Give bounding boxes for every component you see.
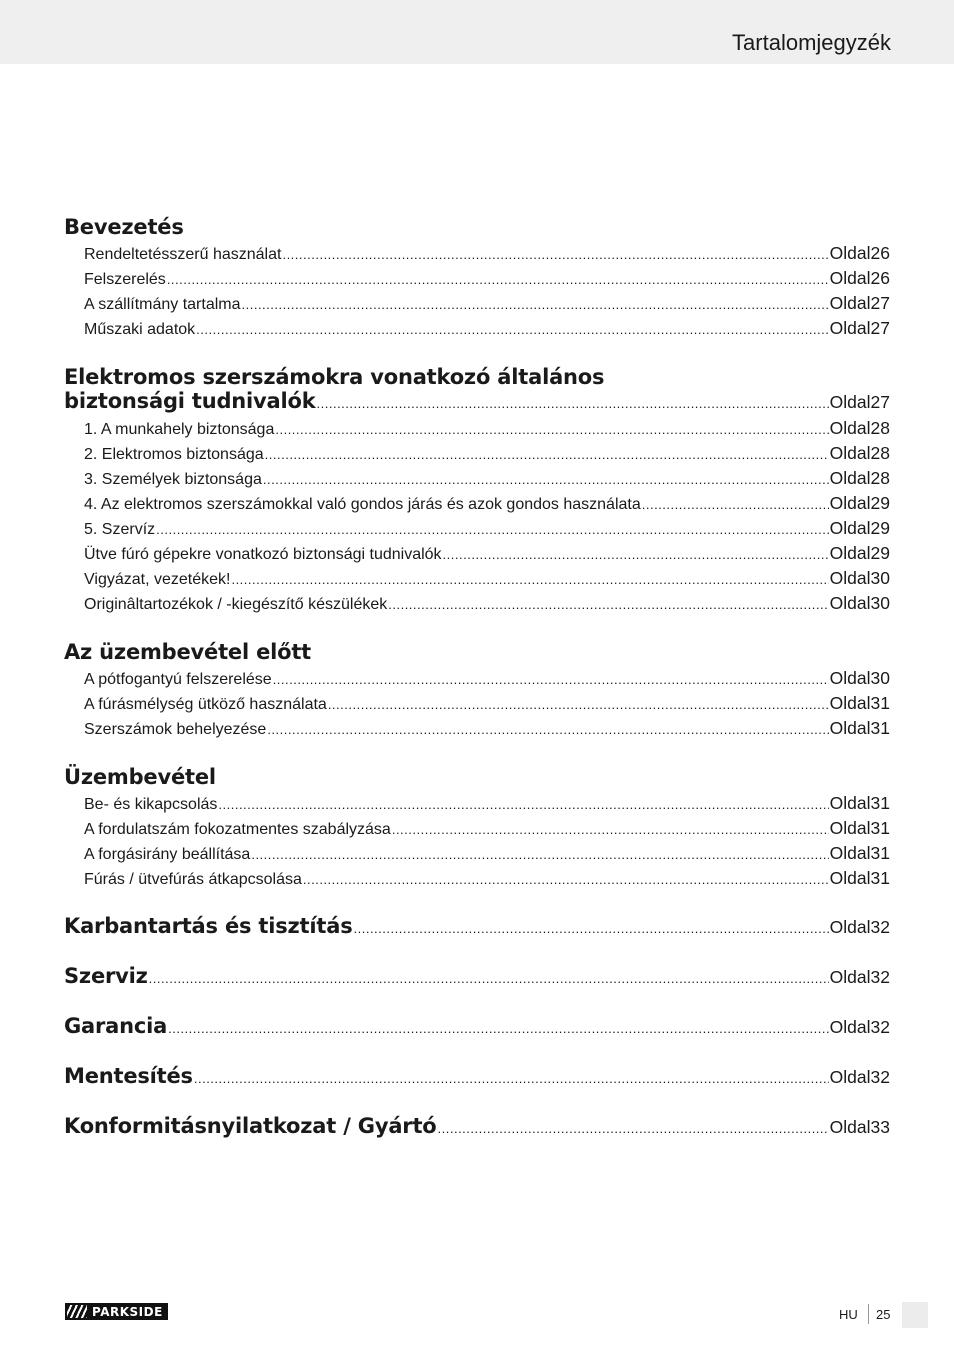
page-number: 31 [870,693,890,713]
toc-entry[interactable] [84,818,890,840]
page-prefix: Oldal [829,668,871,688]
toc-entry-title: Karbantartás és tisztítás [64,914,353,938]
section-heading: Bevezetés [64,215,184,239]
logo-stripes-icon [65,1303,87,1320]
toc-entry-title: Originâltartozékok / -kiegészítő készülékek [84,596,388,613]
page-prefix: Oldal [829,718,871,738]
page-prefix: Oldal [829,493,871,513]
leader-dots [443,547,829,562]
page-number: 30 [870,668,890,688]
toc-entry[interactable] [84,843,890,865]
leader-dots [354,921,829,936]
page-prefix: Oldal [829,568,871,588]
footer-tab [902,1302,928,1328]
language-code: HU [839,1307,858,1322]
toc-entry-title: biztonsági tudnivalók [64,389,316,413]
page-number: 31 [870,818,890,838]
page-number: 29 [870,543,890,563]
leader-dots [317,396,829,411]
leader-dots [328,697,829,712]
toc-major-entry[interactable] [64,914,890,936]
toc-entry-title: 4. Az elektromos szerszámokkal való gondos járás és azok gondos használata [84,496,641,513]
leader-dots [218,797,828,812]
page-prefix: Oldal [829,793,871,813]
page-number: 26 [870,268,890,288]
toc-entry-title: Garancia [64,1014,168,1038]
leader-dots [167,272,829,287]
toc-entry[interactable] [84,718,890,740]
page-prefix: Oldal [829,268,871,288]
toc-entry-title: Szerviz [64,964,148,988]
toc-entry-title: Mentesítés [64,1064,193,1088]
page-prefix: Oldal [829,543,871,563]
toc-major-entry[interactable] [64,1114,890,1136]
toc-entry-title: Be- és kikapcsolás [84,796,218,813]
page-number: 31 [870,793,890,813]
toc-entry[interactable] [84,693,890,715]
section-heading: Elektromos szerszámokra vonatkozó általános [64,365,605,389]
page-prefix: Oldal [829,443,871,463]
page-number: 30 [870,593,890,613]
parkside-logo [65,1303,168,1320]
page-number: 27 [870,318,890,338]
page-prefix: Oldal [829,318,871,338]
page-number: 28 [870,418,890,438]
leader-dots [282,247,828,262]
toc-entry-title: Vigyázat, vezetékek! [84,571,231,588]
leader-dots [156,522,829,537]
leader-dots [303,872,829,887]
leader-dots [196,322,829,337]
toc-entry[interactable] [84,518,890,540]
toc-entry-title: 1. A munkahely biztonsága [84,421,275,438]
toc-entry[interactable] [84,868,890,890]
toc-entry-title: Konformitásnyilatkozat / Gyártó [64,1114,437,1138]
section-heading: Az üzembevétel előtt [64,640,312,664]
toc-major-entry[interactable] [64,964,890,986]
toc-entry-title: Fúrás / ütvefúrás átkapcsolása [84,871,302,888]
page-number: 32 [870,967,890,987]
leader-dots [251,847,828,862]
leader-dots [242,297,829,312]
page-number: 28 [870,468,890,488]
toc-entry[interactable] [84,318,890,340]
page-prefix: Oldal [829,293,871,313]
toc-entry-title: A forgásirány beállítása [84,846,251,863]
leader-dots [168,1021,829,1036]
toc-entry-title: Szerszámok behelyezése [84,721,267,738]
page-number: 31 [870,718,890,738]
page-prefix: Oldal [829,243,871,263]
page-prefix: Oldal [829,392,871,412]
page-prefix: Oldal [829,1067,871,1087]
toc-entry-title: 3. Személyek biztonsága [84,471,262,488]
page-number: 27 [870,293,890,313]
toc-entry-title: Felszerelés [84,271,166,288]
page-number: 29 [870,493,890,513]
toc-entry-title: Rendeltetésszerű használat [84,246,282,263]
page-number: 33 [870,1117,890,1137]
toc-entry-title: A pótfogantyú felszerelése [84,671,272,688]
leader-dots [265,447,829,462]
page-prefix: Oldal [829,917,871,937]
leader-dots [267,722,828,737]
toc-entry[interactable] [84,243,890,265]
toc-entry-title: 2. Elektromos biztonsága [84,446,264,463]
footer-divider [868,1304,869,1324]
section-heading: Üzembevétel [64,765,216,789]
page-prefix: Oldal [829,967,871,987]
page-prefix: Oldal [829,1017,871,1037]
page-prefix: Oldal [829,518,871,538]
leader-dots [231,572,828,587]
page-number: 30 [870,568,890,588]
page-number: 27 [870,392,890,412]
toc-entry[interactable] [84,293,890,315]
page-prefix: Oldal [829,1117,871,1137]
page-number: 32 [870,917,890,937]
leader-dots [388,597,828,612]
toc-major-entry[interactable] [64,1014,890,1036]
leader-dots [194,1071,829,1086]
leader-dots [438,1121,829,1136]
page-title: Tartalomjegyzék [732,30,891,55]
page-number: 29 [870,518,890,538]
toc-major-entry[interactable] [64,1064,890,1086]
toc-entry[interactable] [64,389,890,411]
leader-dots [392,822,829,837]
toc-entry-title: A szállítmány tartalma [84,296,241,313]
logo-text: PARKSIDE [87,1303,168,1320]
page-prefix: Oldal [829,843,871,863]
toc-entry[interactable] [84,668,890,690]
toc-entry[interactable] [84,593,890,615]
toc-entry[interactable] [84,793,890,815]
toc-entry[interactable] [84,493,890,515]
toc-entry-title: A fordulatszám fokozatmentes szabályzása [84,821,391,838]
page-number: 32 [870,1067,890,1087]
leader-dots [642,497,829,512]
toc-entry[interactable] [84,543,890,565]
leader-dots [263,472,829,487]
page-prefix: Oldal [829,693,871,713]
page-number: 31 [870,868,890,888]
leader-dots [275,422,828,437]
page-number-footer: 25 [876,1307,891,1322]
toc-entry-title: Műszaki adatok [84,321,196,338]
toc-entry[interactable] [84,268,890,290]
page-prefix: Oldal [829,418,871,438]
page-number: 31 [870,843,890,863]
toc-entry[interactable] [84,468,890,490]
toc-entry-title: Ütve fúró gépekre vonatkozó biztonsági tudnivalók [84,546,442,563]
page-prefix: Oldal [829,593,871,613]
leader-dots [273,672,829,687]
page-number: 28 [870,443,890,463]
toc-entry-title: 5. Szervíz [84,521,156,538]
toc-entry[interactable] [84,418,890,440]
toc-entry[interactable] [84,443,890,465]
page-prefix: Oldal [829,818,871,838]
page-number: 26 [870,243,890,263]
page-prefix: Oldal [829,868,871,888]
page-prefix: Oldal [829,468,871,488]
leader-dots [149,971,829,986]
toc-entry[interactable] [84,568,890,590]
page-number: 32 [870,1017,890,1037]
toc-entry-title: A fúrásmélység ütköző használata [84,696,327,713]
